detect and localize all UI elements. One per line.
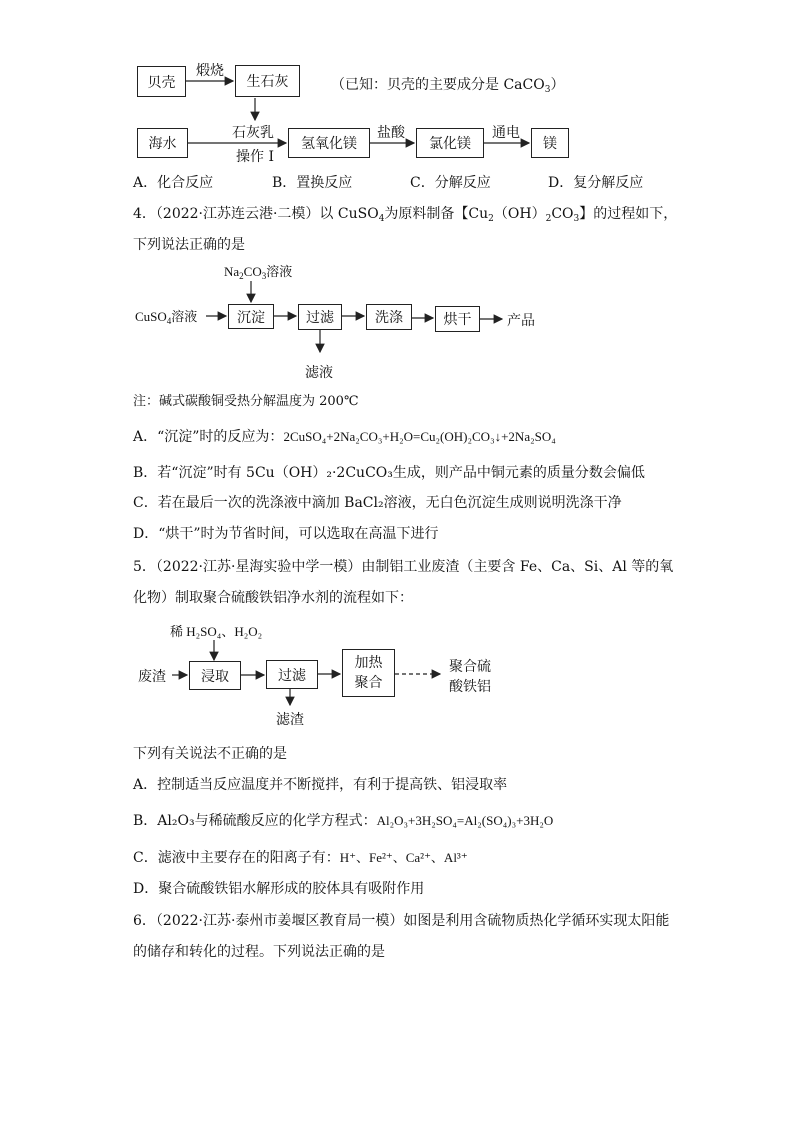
q5-option-c: C．滤液中主要存在的阳离子有：H⁺、Fe²⁺、Ca²⁺、Al³⁺ [133, 850, 468, 866]
q5-option-a: A．控制适当反应温度并不断搅拌，有利于提高铁、铝浸取率 [133, 777, 508, 793]
box-wash: 洗涤 [366, 304, 412, 330]
box-heat-polymerize: 加热 聚合 [342, 649, 395, 697]
q4-product: 产品 [507, 313, 535, 329]
box-filter-2: 过滤 [266, 660, 318, 689]
q4-option-b: B．若“沉淀”时有 5Cu（OH）₂·2CuCO₃生成，则产品中铜元素的质量分数会偏低 [133, 465, 645, 481]
q6-stem-line2: 的储存和转化的过程。下列说法正确的是 [133, 944, 385, 960]
q5-stem-line2: 化物）制取聚合硫酸铁铝净水剂的流程如下： [133, 590, 413, 606]
box-dry: 烘干 [435, 306, 480, 332]
q4-option-d: D．“烘干”时为节省时间，可以选取在高温下进行 [133, 526, 439, 542]
q4-stem-line2: 下列说法正确的是 [133, 237, 245, 253]
box-seawater: 海水 [137, 128, 188, 158]
q6-stem-line1: 6．（2022·江苏·泰州市姜堰区教育局一模）如图是利用含硫物质热化学循环实现太阳能 [133, 913, 670, 929]
box-filter: 过滤 [298, 304, 342, 330]
box-mg-chloride: 氯化镁 [416, 128, 484, 158]
q5-stem-line1: 5．（2022·江苏·星海实验中学一模）由制铝工业废渣（主要含 Fe、Ca、Si、Al 等的氧 [133, 559, 674, 575]
q4-option-c: C．若在最后一次的洗涤液中滴加 BaCl₂溶液，无白色沉淀生成则说明洗涤干净 [133, 495, 622, 511]
q4-stem-line1: 4．（2022·江苏连云港·二模）以 CuSO$_4$为原料制备【$Cu_2(OH)_2CO_3$】的过程如下， [133, 206, 678, 224]
label-electrolysis: 通电 [492, 125, 520, 141]
q4-option-a: A．“沉淀”时的反应为：2CuSO₄+2Na₂CO₃+H₂O=Cu₂(OH)₂CO₃↓+2Na₂SO₄ [133, 429, 556, 445]
box-leach: 浸取 [189, 661, 241, 690]
q4-reagent: $Na_2CO_3$溶液 [224, 264, 293, 281]
q4-start: CuSO$_4$溶液 [135, 309, 198, 326]
box-precipitate: 沉淀 [228, 304, 274, 329]
label-calcine: 煅烧 [196, 63, 224, 79]
label-hcl: 盐酸 [377, 125, 405, 141]
q4-note: 注：碱式碳酸铜受热分解温度为 200℃ [133, 394, 359, 409]
q3-option-a: A．化合反应 [133, 175, 214, 191]
box-magnesium: 镁 [531, 128, 569, 158]
label-lime-milk: 石灰乳 [232, 125, 274, 141]
q4-filtrate: 滤液 [305, 365, 333, 381]
box-quicklime: 生石灰 [235, 65, 300, 97]
q5-question: 下列有关说法不正确的是 [133, 746, 287, 762]
q3-option-b: B．置换反应 [272, 175, 353, 191]
box-mg-hydroxide: 氢氧化镁 [288, 128, 370, 158]
q5-option-d: D．聚合硫酸铁铝水解形成的胶体具有吸附作用 [133, 881, 425, 897]
q5-waste: 废渣 [138, 669, 166, 685]
box-shell: 贝壳 [137, 66, 186, 97]
q3-option-c: C．分解反应 [410, 175, 491, 191]
q5-option-b: B．Al₂O₃与稀硫酸反应的化学方程式：Al₂O₃+3H₂SO₄=Al₂(SO₄)₃+3H₂O [133, 813, 554, 829]
q5-reagent: 稀 H₂SO₄、H₂O₂ [170, 624, 263, 639]
q5-product: 聚合硫 酸铁铝 [449, 659, 491, 695]
q3-option-d: D．复分解反应 [548, 175, 644, 191]
label-operation: 操作 I [236, 149, 274, 165]
known-note: （已知：贝壳的主要成分是 CaCO$_3$） [331, 77, 565, 95]
q5-residue: 滤渣 [276, 712, 304, 728]
